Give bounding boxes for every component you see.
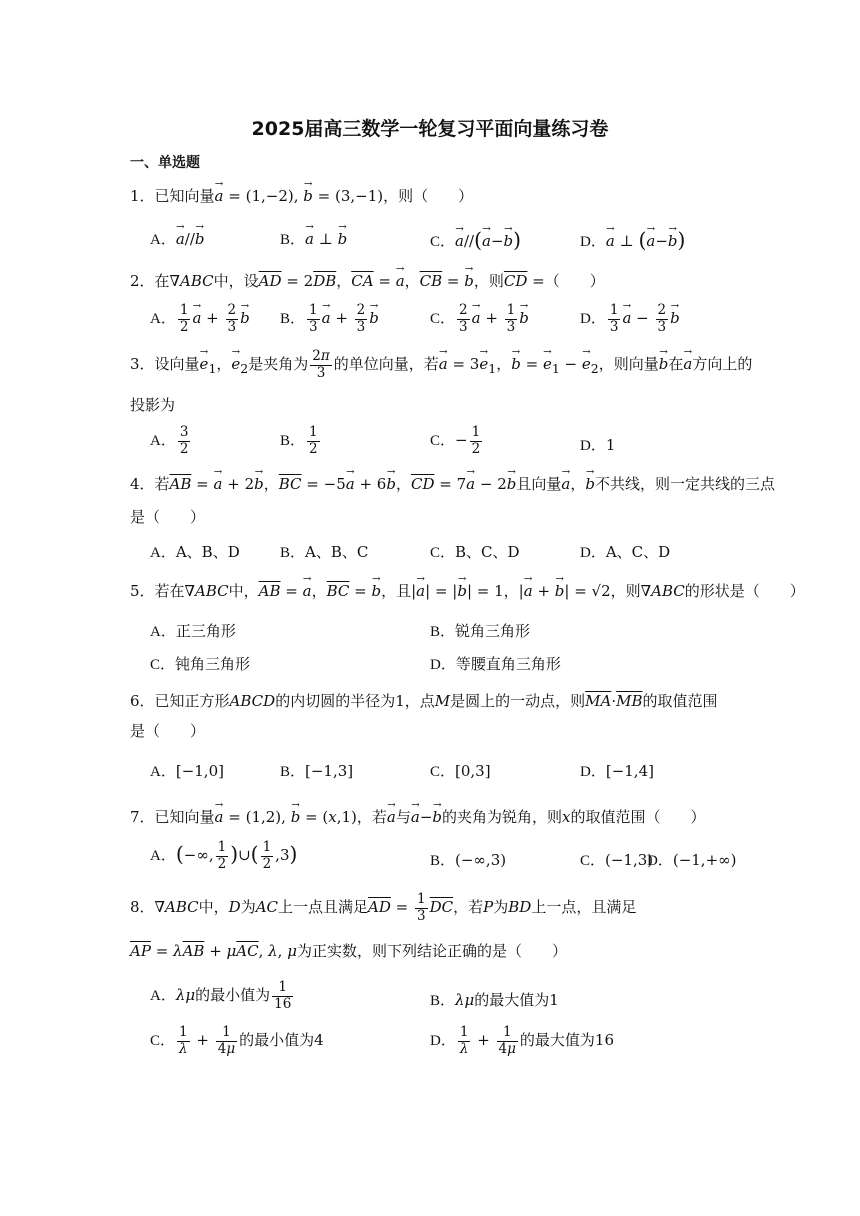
question-8-options-row2 — [150, 1025, 750, 1059]
question-3-options — [150, 425, 750, 459]
question-4-stem: 4．若$\overline{AB} = a$ → + 2b →，$\overline{BC} = -5a$ → + 6b →，$\overline{CD} = 7a$ → − 2b →且向量a →，b →不共线，则一定共线的三点 — [130, 473, 775, 494]
q2-option-c: C． $\frac{2}{3}$ a → + $\frac{1}{3}$ b → — [430, 303, 529, 335]
question-2-options — [150, 303, 750, 337]
q6-option-c: C．[0,3] — [430, 762, 491, 780]
q4-option-b: B．A、B、C — [280, 543, 369, 561]
q7-option-c: C．(−1,3) — [580, 851, 654, 869]
question-5-options-row2 — [150, 653, 750, 687]
q5-option-c: C．钝角三角形 — [150, 655, 251, 673]
q3-option-d: D．1 — [580, 436, 616, 454]
q2-option-a: A． $\frac{1}{2}$ a → + $\frac{2}{3}$ b → — [150, 303, 250, 335]
question-3-stem-cont: 投影为 — [130, 396, 176, 414]
question-4-stem-cont: 是（ ） — [130, 508, 206, 526]
question-2-stem: 2．在∇ABC中，设$\overline{AD} = 2\overline{DB}$，$\overline{CA} = a$ →，$\overline{CB} = b$ →，则$\overline{CD}$ =（ ） — [130, 270, 605, 291]
question-7-options — [150, 840, 750, 874]
q2-option-b: B． $\frac{1}{3}$ a → + $\frac{2}{3}$ b → — [280, 303, 379, 335]
q5-option-a: A．正三角形 — [150, 622, 236, 640]
q1-option-d: D．a → ⊥ (a →−b →) — [580, 228, 685, 252]
q1-option-a: A．a →//b → — [150, 228, 205, 249]
question-1-options — [150, 228, 750, 262]
question-8-stem: 8．∇ABC中，D为AC上一点且满足$\overline{AD}$ = $\frac{1}{3}$ $\overline{DC}$，若P为BD上一点，且满足 — [130, 891, 637, 924]
q5-option-b: B．锐角三角形 — [430, 622, 531, 640]
q6-option-b: B．[−1,3] — [280, 762, 354, 780]
page-title: 2025届高三数学一轮复习平面向量练习卷 — [251, 118, 609, 140]
q6-option-a: A．[−1,0] — [150, 762, 224, 780]
q4-option-d: D．A、C、D — [580, 543, 671, 561]
q7-option-b: B．(−∞,3) — [430, 851, 507, 869]
q6-option-d: D．[−1,4] — [580, 762, 654, 780]
question-4-options — [150, 541, 750, 575]
question-7-stem: 7．已知向量a → = (1,2), b → = (x,1)，若a →与a →−b →的夹角为锐角，则x的取值范围（ ） — [130, 806, 706, 827]
q8-option-b: B．λμ的最大值为1 — [430, 991, 559, 1009]
question-8-stem-cont: $\overline{AP} = \lambda\overline{AB} + \mu\overline{AC}$, λ, μ为正实数，则下列结论正确的是（ ） — [130, 942, 567, 960]
q2-option-d: D． $\frac{1}{3}$ a → − $\frac{2}{3}$ b → — [580, 303, 680, 335]
question-8-options-row1 — [150, 980, 750, 1014]
question-5-stem: 5．若在∇ABC中，$\overline{AB} = a$ →，$\overline{BC} = b$ →，且|a →| = |b →| = 1，|a → + b →| = √2，则∇ABC的形状是（ ） — [130, 580, 805, 601]
q4-option-c: C．B、C、D — [430, 543, 520, 561]
question-3-stem: 3．设向量$e \to_1$，$e \to_2$是夹角为 $\frac{2\pi}{3}$ 的单位向量，若a → = $3e \to_1$，b → = $e \to_1 - e \to_2$，则向量b →在a →方向上的 — [130, 349, 752, 381]
q1-option-c: C．a →//(a →−b →) — [430, 228, 521, 252]
q5-option-d: D．等腰直角三角形 — [430, 655, 561, 673]
q4-option-a: A．A、B、D — [150, 543, 240, 561]
q3-option-b: B． $\frac{1}{2}$ — [280, 424, 318, 457]
q8-option-a: A．λμ的最小值为 $\frac{1}{16}$ — [150, 979, 292, 1012]
question-6-stem-cont: 是（ ） — [130, 722, 206, 740]
q8-option-c: C． $\frac{1}{\lambda}$ + $\frac{1}{4\mu}$ 的最小值为4 — [150, 1024, 324, 1057]
question-5-options-row1 — [150, 620, 750, 654]
section-heading: 一、单选题 — [130, 155, 200, 171]
q7-option-d: D．(−1,+∞) — [647, 851, 737, 869]
q3-option-c: C．− $\frac{1}{2}$ — [430, 424, 481, 457]
question-6-options — [150, 760, 750, 794]
q7-option-a: A．(−∞, $\frac{1}{2}$ )∪( $\frac{1}{2}$ ,3) — [150, 839, 298, 872]
question-6-stem: 6．已知正方形ABCD的内切圆的半径为1，点M是圆上的一动点，则$\overline{MA}\cdot\overline{MB}$的取值范围 — [130, 692, 718, 710]
q3-option-a: A． $\frac{3}{2}$ — [150, 424, 189, 457]
q8-option-d: D． $\frac{1}{\lambda}$ + $\frac{1}{4\mu}$ 的最大值为16 — [430, 1024, 615, 1057]
q1-option-b: B．a → ⊥ b → — [280, 228, 347, 249]
question-1-stem: 1．已知向量a → = (1,−2), b → = (3,−1)，则（ ） — [130, 185, 473, 206]
